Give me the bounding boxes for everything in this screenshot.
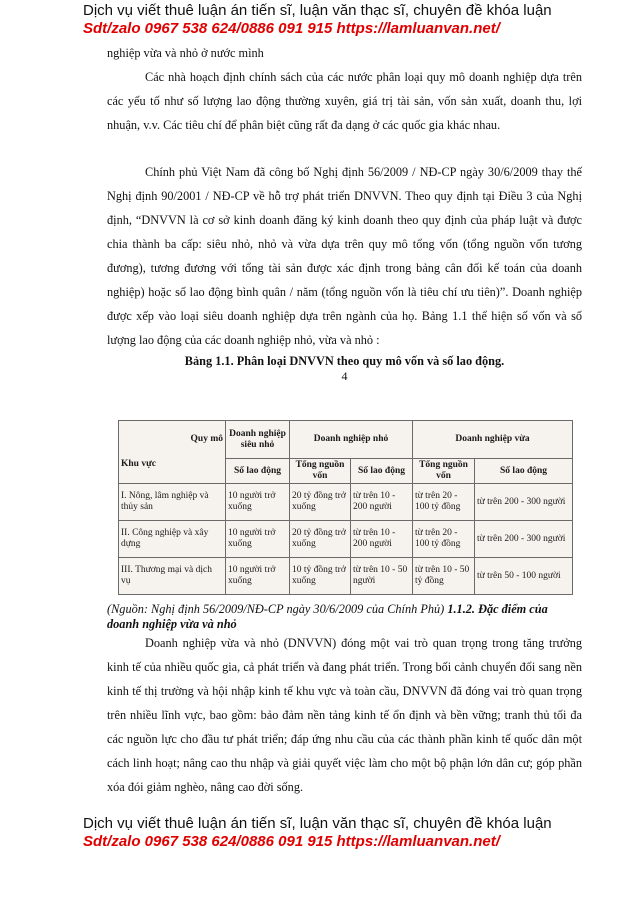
header-service-banner: Dịch vụ viết thuê luận án tiến sĩ, luận văn thạc sĩ, chuyên đề khóa luận xyxy=(83,2,552,19)
subheader-small-labor: Số lao động xyxy=(351,459,413,484)
table-caption: Bảng 1.1. Phân loại DNVVN theo quy mô vốn và số lao động. xyxy=(184,354,505,368)
subheader-medium-capital: Tổng nguồn vốn xyxy=(413,459,475,484)
subheader-micro-labor: Số lao động xyxy=(226,459,290,484)
table-row xyxy=(119,521,573,558)
header-medium: Doanh nghiệp vừa xyxy=(413,421,573,459)
header-small: Doanh nghiệp nhỏ xyxy=(290,421,413,459)
cell-small-labor: từ trên 10 - 200 người xyxy=(351,521,413,558)
cell-sector: I. Nông, lâm nghiệp và thủy sản xyxy=(119,484,226,521)
table-row xyxy=(119,558,573,595)
paragraph-decree: Chính phủ Việt Nam đã công bố Nghị định 56/2009 / NĐ-CP ngày 30/6/2009 thay thế Nghị định 90/2001 / NĐ-CP về hỗ trợ phát triển DNVVN. Theo quy định tại Điều 3 của Nghị định, “DNVVN là cơ sở kinh doanh đăng ký kinh doanh theo quy định của pháp luật và được chia thành ba cấp: siêu nhỏ, nhỏ và vừa dựa trên quy mô tổng vốn (tổng nguồn vốn tương đương), tương đương với tổng tài sản được xác định trong bảng cân đối kế toán của doanh nghiệp) hoặc số lao động bình quân / năm (tổng nguồn vốn là tiêu chí ưu tiên)”. Doanh nghiệp được xếp vào loại siêu doanh nghiệp dựa trên ngành của họ. Bảng 1.1 thể hiện số vốn và số lượng lao động của các doanh nghiệp nhỏ, vừa và nhỏ : xyxy=(107,165,582,347)
cell-small-capital: 10 tỷ đồng trở xuống xyxy=(290,558,351,595)
cell-medium-labor: từ trên 50 - 100 người xyxy=(475,558,573,595)
subheader-medium-labor: Số lao động xyxy=(475,459,573,484)
table-source-note: (Nguồn: Nghị định 56/2009/NĐ-CP ngày 30/6/2009 của Chính Phủ) xyxy=(107,602,445,616)
paragraph-continuation: nghiệp vừa và nhỏ ở nước mình xyxy=(107,46,264,60)
cell-micro-labor: 10 người trở xuống xyxy=(226,521,290,558)
cell-micro-labor: 10 người trở xuống xyxy=(226,484,290,521)
cell-medium-capital: từ trên 10 - 50 tỷ đồng xyxy=(413,558,475,595)
header-micro: Doanh nghiệp siêu nhỏ xyxy=(226,421,290,459)
subheader-small-capital: Tổng nguồn vốn xyxy=(290,459,351,484)
header-contact-banner: Sdt/zalo 0967 538 624/0886 091 915 https://lamluanvan.net/ xyxy=(83,20,500,37)
cell-sector: III. Thương mại và dịch vụ xyxy=(119,558,226,595)
cell-micro-labor: 10 người trở xuống xyxy=(226,558,290,595)
source-and-heading xyxy=(107,602,582,632)
corner-scale-label: Quy mô xyxy=(190,434,223,444)
cell-small-capital: 20 tỷ đồng trở xuống xyxy=(290,484,351,521)
cell-small-capital: 20 tỷ đồng trở xuống xyxy=(290,521,351,558)
cell-sector: II. Công nghiệp và xây dựng xyxy=(119,521,226,558)
page-number: 4 xyxy=(341,369,348,383)
cell-medium-capital: từ trên 20 - 100 tỷ đồng xyxy=(413,521,475,558)
cell-medium-labor: từ trên 200 - 300 người xyxy=(475,484,573,521)
table-row xyxy=(119,484,573,521)
footer-contact-banner: Sdt/zalo 0967 538 624/0886 091 915 https://lamluanvan.net/ xyxy=(83,833,500,850)
section-heading: 1.1.2. Đặc điểm của doanh nghiệp vừa và nhỏ xyxy=(107,602,548,631)
cell-medium-labor: từ trên 200 - 300 người xyxy=(475,521,573,558)
footer-service-banner: Dịch vụ viết thuê luận án tiến sĩ, luận văn thạc sĩ, chuyên đề khóa luận xyxy=(83,815,552,832)
sme-classification-table xyxy=(118,420,573,595)
cell-small-labor: từ trên 10 - 50 người xyxy=(351,558,413,595)
table-corner-cell xyxy=(119,421,226,484)
paragraph-sme-role: Doanh nghiệp vừa và nhỏ (DNVVN) đóng một vai trò quan trọng trong tăng trưởng kinh tế của nhiều quốc gia, cả phát triển và đang phát triển. Trong bối cảnh chuyển đổi sang nền kinh tế thị trường và hội nhập kinh tế khu vực và toàn cầu, DNVVN đã đóng vai trò quan trọng trên nhiều lĩnh vực, bao gồm: bảo đảm nền tảng kinh tế ổn định và bền vững; tranh thủ tối đa các nguồn lực cho đầu tư phát triển; đáp ứng nhu cầu của các thành phần kinh tế quốc dân một cách linh hoạt; nâng cao thu nhập và giải quyết việc làm cho một bộ phận lớn dân cư; góp phần xóa đói giảm nghèo, nâng cao đời sống. xyxy=(107,636,582,794)
cell-small-labor: từ trên 10 - 200 người xyxy=(351,484,413,521)
cell-medium-capital: từ trên 20 - 100 tỷ đồng xyxy=(413,484,475,521)
corner-sector-label: Khu vực xyxy=(121,459,156,469)
paragraph-criteria: Các nhà hoạch định chính sách của các nước phân loại quy mô doanh nghiệp dựa trên các yếu tố như số lượng lao động thường xuyên, giá trị tài sản, vốn sản xuất, doanh thu, lợi nhuận, v.v. Các tiêu chí để phân biệt cũng rất đa dạng ở các quốc gia khác nhau. xyxy=(107,70,582,132)
